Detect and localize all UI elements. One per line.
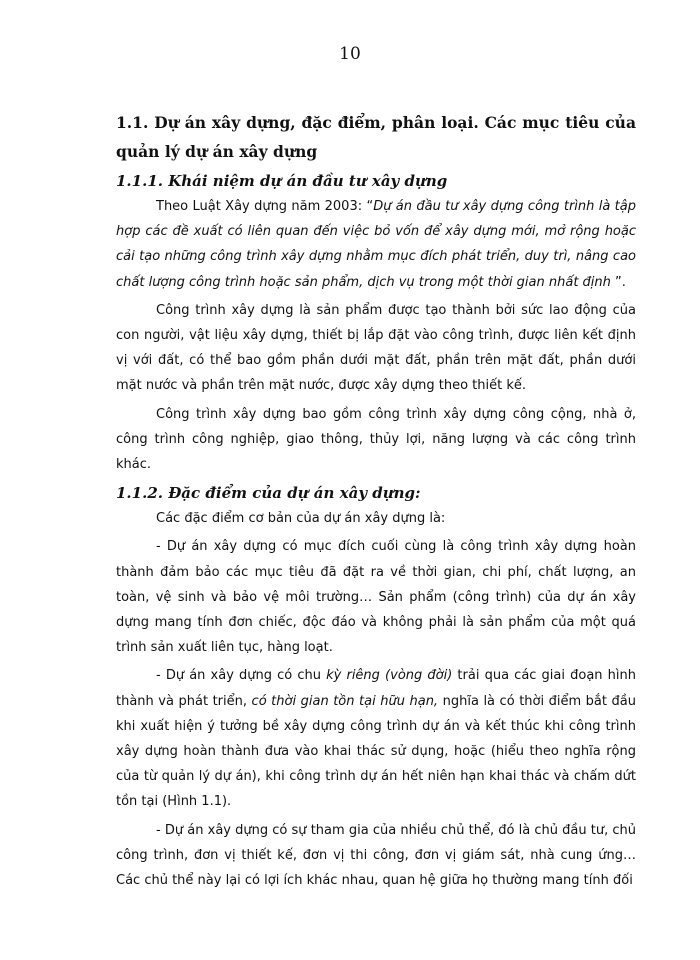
page-number: 10 bbox=[339, 44, 361, 64]
bullet-2-part-a: - Dự án xây dựng có chu bbox=[156, 668, 327, 684]
characteristics-intro: Các đặc điểm cơ bản của dự án xây dựng là: bbox=[156, 511, 446, 527]
bullet-2-finite-time: có thời gian tồn tại hữu hạn, bbox=[251, 693, 439, 709]
bullet-2-part-c: trải qua các giai đoạn hình thành và phát triển, bbox=[116, 668, 637, 709]
subsection-title-1-1-2: 1.1.2. Đặc điểm của dự án xây dựng: bbox=[116, 484, 421, 503]
bullet-item-2 bbox=[116, 663, 636, 814]
section-heading: 1.1. Dự án xây dựng, đặc điểm, phân loại. Các mục tiêu của quản lý dự án xây dựng bbox=[116, 113, 636, 161]
paragraph-construction-product: Công trình xây dựng là sản phẩm được tạo thành bởi sức lao động của con người, vật liệu xây dựng, thiết bị lắp đặt vào công trình, được liên kết định vị với đất, có thể bao gồm phần dưới mặt đất, phần trên mặt đất, phần dưới mặt nước và phần trên mặt nước, được xây dựng theo thiết kế. bbox=[116, 302, 636, 394]
bullet-item-3: - Dự án xây dựng có sự tham gia của nhiều chủ thể, đó là chủ đầu tư, chủ công trình, đơn vị thiết kế, đơn vị thi công, đơn vị giám sát, nhà cung ứng… Các chủ thể này lại có lợi ích khác nhau, quan hệ giữa họ thường mang tính đối bbox=[116, 822, 636, 889]
paragraph-construction-types: Công trình xây dựng bao gồm công trình xây dựng công cộng, nhà ở, công trình công nghiệp, giao thông, thủy lợi, năng lượng và các công trình khác. bbox=[116, 406, 636, 473]
bullet-2-part-e: nghĩa là có thời điểm bắt đầu khi xuất hiện ý tưởng bề xây dựng công trình dự án và kết thúc khi công trình xây dựng hoàn thành đưa vào khai thác sử dụng, hoặc (hiểu theo nghĩa rộng của từ quản lý dự án), khi công trình dự án hết niên hạn khai thác và chấm dứt tồn tại (Hình 1.1). bbox=[116, 693, 636, 810]
subsection-title-1-1-1: 1.1.1. Khái niệm dự án đầu tư xây dựng bbox=[116, 172, 448, 190]
definition-quote: Dự án đầu tư xây dựng công trình là tập hợp các đề xuất có liên quan đến việc bỏ vốn để xây dựng mới, mở rộng hoặc cải tạo những công trình xây dựng nhằm mục đích phát triển, duy trì, nâng cao chất lượng công trình hoặc sản phẩm, dịch vụ trong một thời gian nhất định bbox=[116, 199, 637, 290]
definition-paragraph bbox=[116, 194, 636, 295]
definition-end: ”. bbox=[615, 274, 626, 290]
document-body bbox=[116, 108, 636, 896]
bullet-2-lifecycle: kỳ riêng (vòng đời) bbox=[326, 668, 453, 684]
bullet-item-1: - Dự án xây dựng có mục đích cuối cùng là công trình xây dựng hoàn thành đảm bảo các mục tiêu đã đặt ra về thời gian, chi phí, chất lượng, an toàn, vệ sinh và bảo vệ môi trường… Sản phẩm (công trình) của dự án xây dựng mang tính đơn chiếc, độc đáo và không phải là sản phẩm của một quá trình sản xuất liên tục, hàng loạt. bbox=[116, 539, 636, 656]
definition-intro: Theo Luật Xây dựng năm 2003: “ bbox=[156, 199, 374, 214]
